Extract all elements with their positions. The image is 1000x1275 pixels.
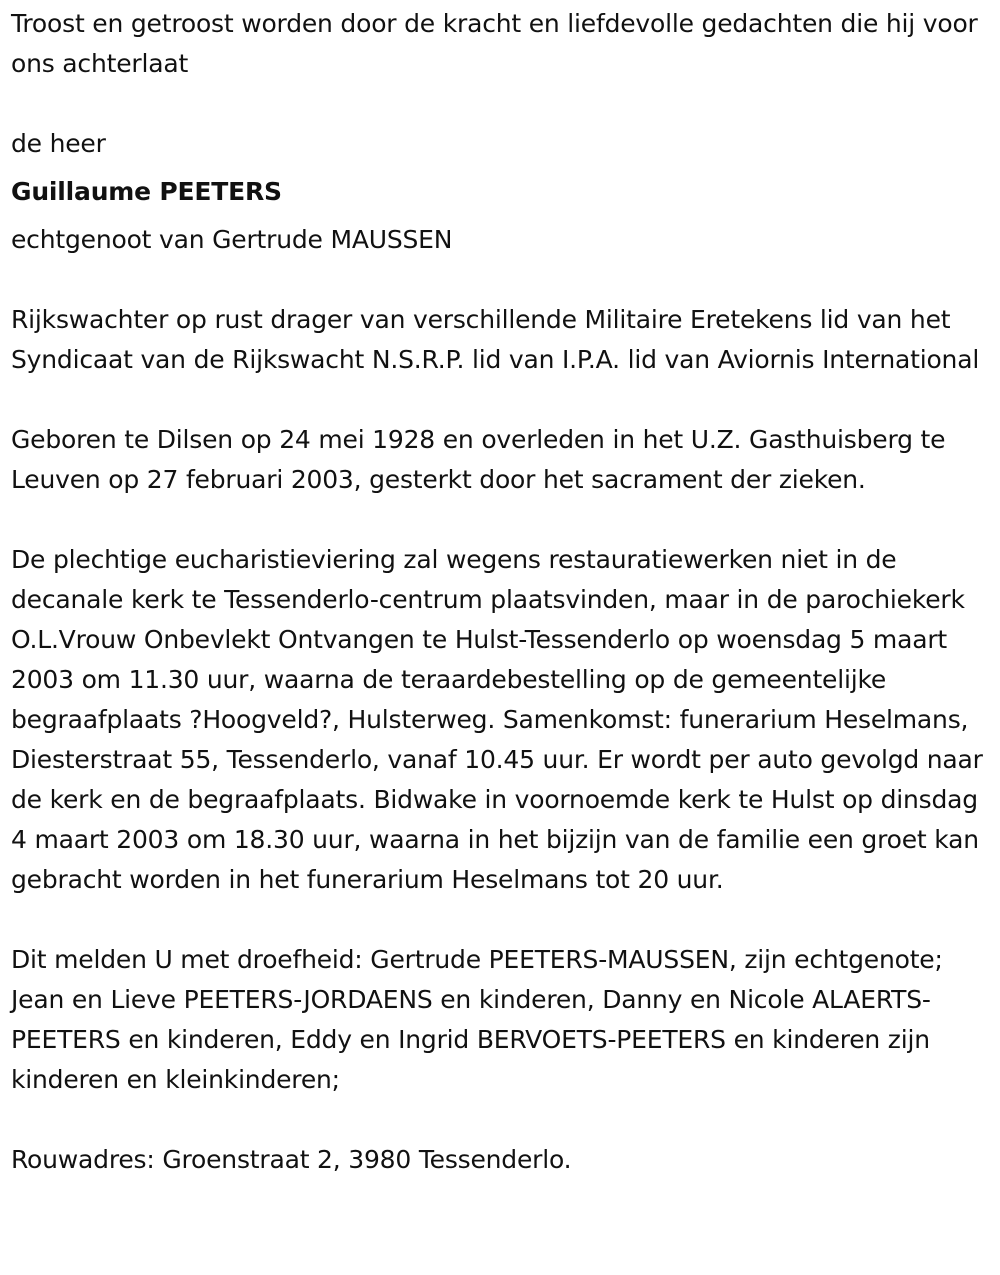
spouse-line: echtgenoot van Gertrude MAUSSEN [11,225,453,254]
honorific: de heer [11,129,106,158]
family-paragraph: Dit melden U met droefheid: Gertrude PEETERS-MAUSSEN, zijn echtgenote; Jean en Lieve PEETERS-JORDAENS en kinderen, Danny en Nicole ALAERTS-PEETERS en kinderen, Eddy en Ingrid BERVOETS-PEETERS en kinderen zijn kinderen en kleinkinderen; [11,945,943,1094]
deceased-name: Guillaume PEETERS [11,177,282,206]
titles-paragraph: Rijkswachter op rust drager van verschillende Militaire Eretekens lid van het Syndicaat van de Rijkswacht N.S.R.P. lid van I.P.A. lid van Aviornis International [11,305,980,374]
obituary-notice [11,4,989,1180]
intro-text: Troost en getroost worden door de kracht en liefdevolle gedachten die hij voor ons achterlaat [11,9,978,78]
address-line: Rouwadres: Groenstraat 2, 3980 Tessenderlo. [11,1145,572,1174]
birth-death-paragraph: Geboren te Dilsen op 24 mei 1928 en overleden in het U.Z. Gasthuisberg te Leuven op 27 februari 2003, gesterkt door het sacrament der zieken. [11,425,946,494]
ceremony-paragraph: De plechtige eucharistieviering zal wegens restauratiewerken niet in de decanale kerk te Tessenderlo-centrum plaatsvinden, maar in de parochiekerk O.L.Vrouw Onbevlekt Ontvangen te Hulst-Tessenderlo op woensdag 5 maart 2003 om 11.30 uur, waarna de teraardebestelling op de gemeentelijke begraafplaats ?Hoogveld?, Hulsterweg. Samenkomst: funerarium Heselmans, Diesterstraat 55, Tessenderlo, vanaf 10.45 uur. Er wordt per auto gevolgd naar de kerk en de begraafplaats. Bidwake in voornoemde kerk te Hulst op dinsdag 4 maart 2003 om 18.30 uur, waarna in het bijzijn van de familie een groet kan gebracht worden in het funerarium Heselmans tot 20 uur. [11,545,983,894]
